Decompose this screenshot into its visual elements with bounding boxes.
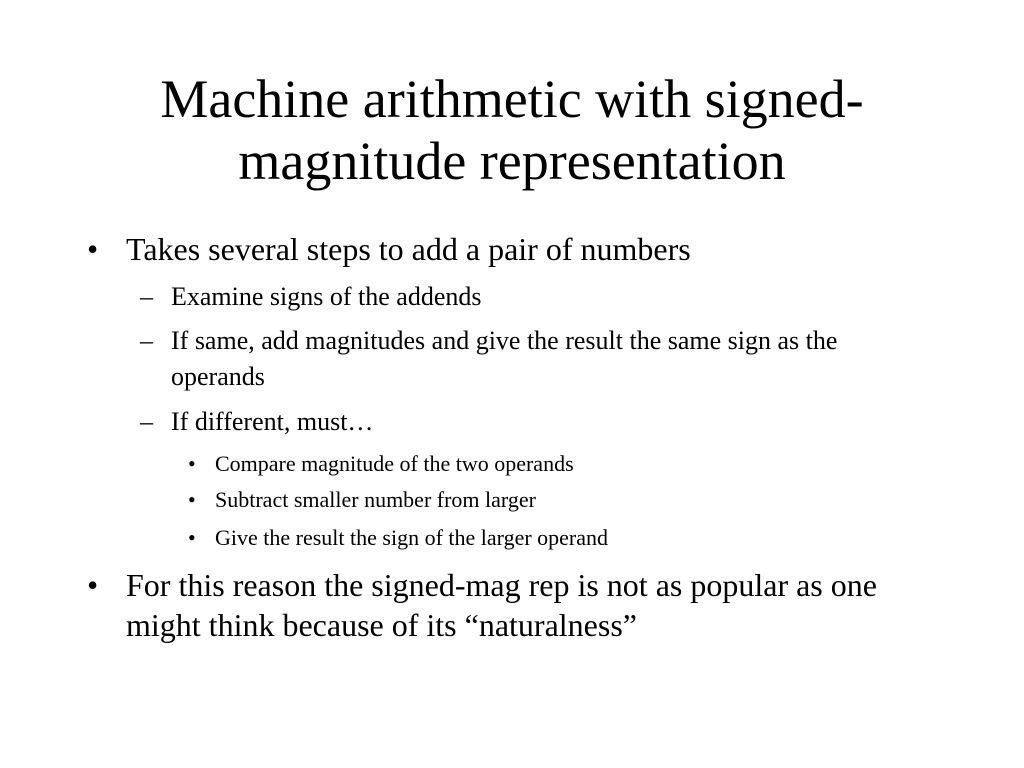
bullet-marker: •: [188, 525, 196, 550]
bullet-text: Takes several steps to add a pair of numbers: [126, 231, 691, 267]
sub-bullet-text: If different, must…: [171, 407, 374, 436]
bullet-item: [87, 565, 887, 645]
slide-title-line-2: magnitude representation: [238, 131, 786, 191]
dash-marker: –: [140, 326, 153, 355]
sub-bullet-item: [140, 279, 920, 315]
sub-sub-bullet-text: Give the result the sign of the larger operand: [215, 525, 609, 550]
bullet-item: [87, 229, 887, 269]
sub-bullet-text: Examine signs of the addends: [171, 282, 482, 311]
sub-sub-bullet-text: Compare magnitude of the two operands: [215, 451, 574, 476]
sub-sub-bullet-item: [188, 450, 888, 478]
sub-bullet-item: [140, 404, 920, 440]
bullet-marker: •: [188, 451, 196, 476]
sub-sub-bullet-item: [188, 524, 888, 552]
bullet-marker: •: [87, 567, 99, 603]
bullet-text: For this reason the signed-mag rep is not as popular as one might think because of its “naturalness”: [126, 567, 877, 643]
sub-bullet-item: [140, 323, 920, 395]
sub-bullet-text: If same, add magnitudes and give the result the same sign as the operands: [171, 326, 838, 391]
sub-sub-bullet-item: [188, 486, 888, 514]
dash-marker: –: [140, 407, 153, 436]
sub-sub-bullet-text: Subtract smaller number from larger: [215, 487, 536, 512]
bullet-marker: •: [87, 231, 99, 267]
slide-title: [60, 68, 964, 192]
dash-marker: –: [140, 282, 153, 311]
bullet-marker: •: [188, 487, 196, 512]
slide-title-line-1: Machine arithmetic with signed-: [160, 69, 864, 129]
